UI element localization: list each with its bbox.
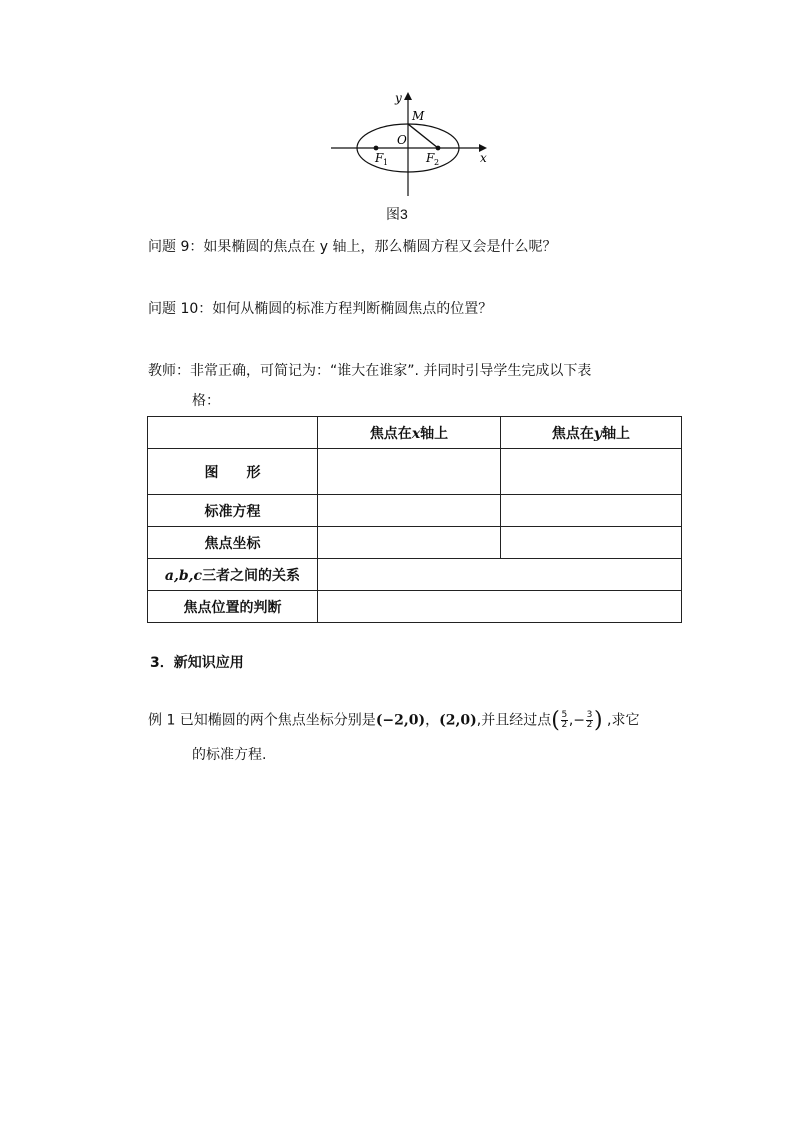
label-M: M bbox=[412, 109, 425, 123]
table-row-focus-position bbox=[148, 591, 682, 623]
figure-caption: 图3 bbox=[386, 206, 408, 222]
question-9: 问题 9：如果椭圆的焦点在 y 轴上，那么椭圆方程又会是什么呢？ bbox=[148, 239, 557, 255]
row-label-focus-coordinates: 焦点坐标 bbox=[148, 527, 318, 559]
table-header-row bbox=[148, 417, 682, 449]
section-3-heading: 3．新知识应用 bbox=[150, 655, 244, 671]
example-sep: ， bbox=[425, 712, 440, 729]
header-y-prefix: 焦点在 bbox=[551, 425, 594, 442]
frac1-den: 2 bbox=[561, 720, 568, 730]
table-header-y-axis bbox=[501, 417, 682, 449]
row-label-figure: 图 形 bbox=[148, 449, 318, 495]
frac2-num: 3 bbox=[586, 710, 593, 720]
cell-figure-x[interactable] bbox=[318, 449, 501, 495]
cell-focus-x[interactable] bbox=[318, 527, 501, 559]
header-x-prefix: 焦点在 bbox=[369, 425, 412, 442]
focus-F1-point bbox=[374, 146, 379, 151]
label-F2: F bbox=[426, 151, 435, 165]
example-1-line-1 bbox=[148, 708, 640, 733]
cell-equation-x[interactable] bbox=[318, 495, 501, 527]
table-row-focus-coordinates bbox=[148, 527, 682, 559]
example-suffix: ,求它 bbox=[602, 712, 640, 729]
frac1-num: 5 bbox=[561, 710, 568, 720]
abc-text: 三者之间的关系 bbox=[202, 567, 301, 584]
x-axis bbox=[331, 144, 487, 152]
teacher-line-1: 教师：非常正确，可简记为：“谁大在谁家”. 并同时引导学生完成以下表 bbox=[148, 363, 592, 379]
fraction-3-2 bbox=[586, 711, 593, 730]
header-x-var: x bbox=[411, 425, 421, 442]
label-O: O bbox=[397, 133, 407, 147]
label-y: y bbox=[395, 91, 402, 105]
example-prefix: 例 1 已知椭圆的两个焦点坐标分别是 bbox=[148, 712, 376, 729]
frac2-den: 2 bbox=[586, 720, 593, 730]
frac-minus: − bbox=[573, 712, 585, 729]
table-header-blank bbox=[148, 417, 318, 449]
cell-focus-y[interactable] bbox=[501, 527, 682, 559]
row-label-abc-relation bbox=[148, 559, 318, 591]
cell-focus-position[interactable] bbox=[318, 591, 682, 623]
open-paren: ( bbox=[551, 708, 560, 733]
teacher-line-2: 格： bbox=[192, 393, 220, 409]
label-F1: F bbox=[375, 151, 384, 165]
table-header-x-axis bbox=[318, 417, 501, 449]
table-row-figure bbox=[148, 449, 682, 495]
table-row-abc-relation bbox=[148, 559, 682, 591]
cell-equation-y[interactable] bbox=[501, 495, 682, 527]
focus-F2-point bbox=[436, 146, 441, 151]
header-y-var: y bbox=[593, 425, 603, 442]
frac-comma: , bbox=[568, 712, 574, 729]
ellipse-figure bbox=[325, 88, 495, 204]
row-label-focus-position: 焦点位置的判断 bbox=[148, 591, 318, 623]
abc-vars: a,b,c bbox=[164, 567, 203, 584]
label-x: x bbox=[480, 151, 487, 165]
point-1: (−2,0) bbox=[375, 712, 426, 729]
header-x-suffix: 轴上 bbox=[420, 425, 449, 442]
row-label-standard-equation: 标准方程 bbox=[148, 495, 318, 527]
question-10: 问题 10：如何从椭圆的标准方程判断椭圆焦点的位置？ bbox=[148, 301, 493, 317]
point-2: (2,0) bbox=[439, 712, 477, 729]
fraction-5-2 bbox=[561, 711, 568, 730]
header-y-suffix: 轴上 bbox=[602, 425, 631, 442]
label-F2-sub: 2 bbox=[434, 158, 440, 167]
example-mid: ,并且经过点 bbox=[476, 712, 552, 729]
label-F1-sub: 1 bbox=[383, 158, 389, 167]
ellipse-comparison-table bbox=[147, 416, 682, 623]
table-row-standard-equation bbox=[148, 495, 682, 527]
cell-abc-relation[interactable] bbox=[318, 559, 682, 591]
cell-figure-y[interactable] bbox=[501, 449, 682, 495]
close-paren: ) bbox=[594, 708, 603, 733]
example-1-line-2: 的标准方程. bbox=[192, 747, 267, 763]
